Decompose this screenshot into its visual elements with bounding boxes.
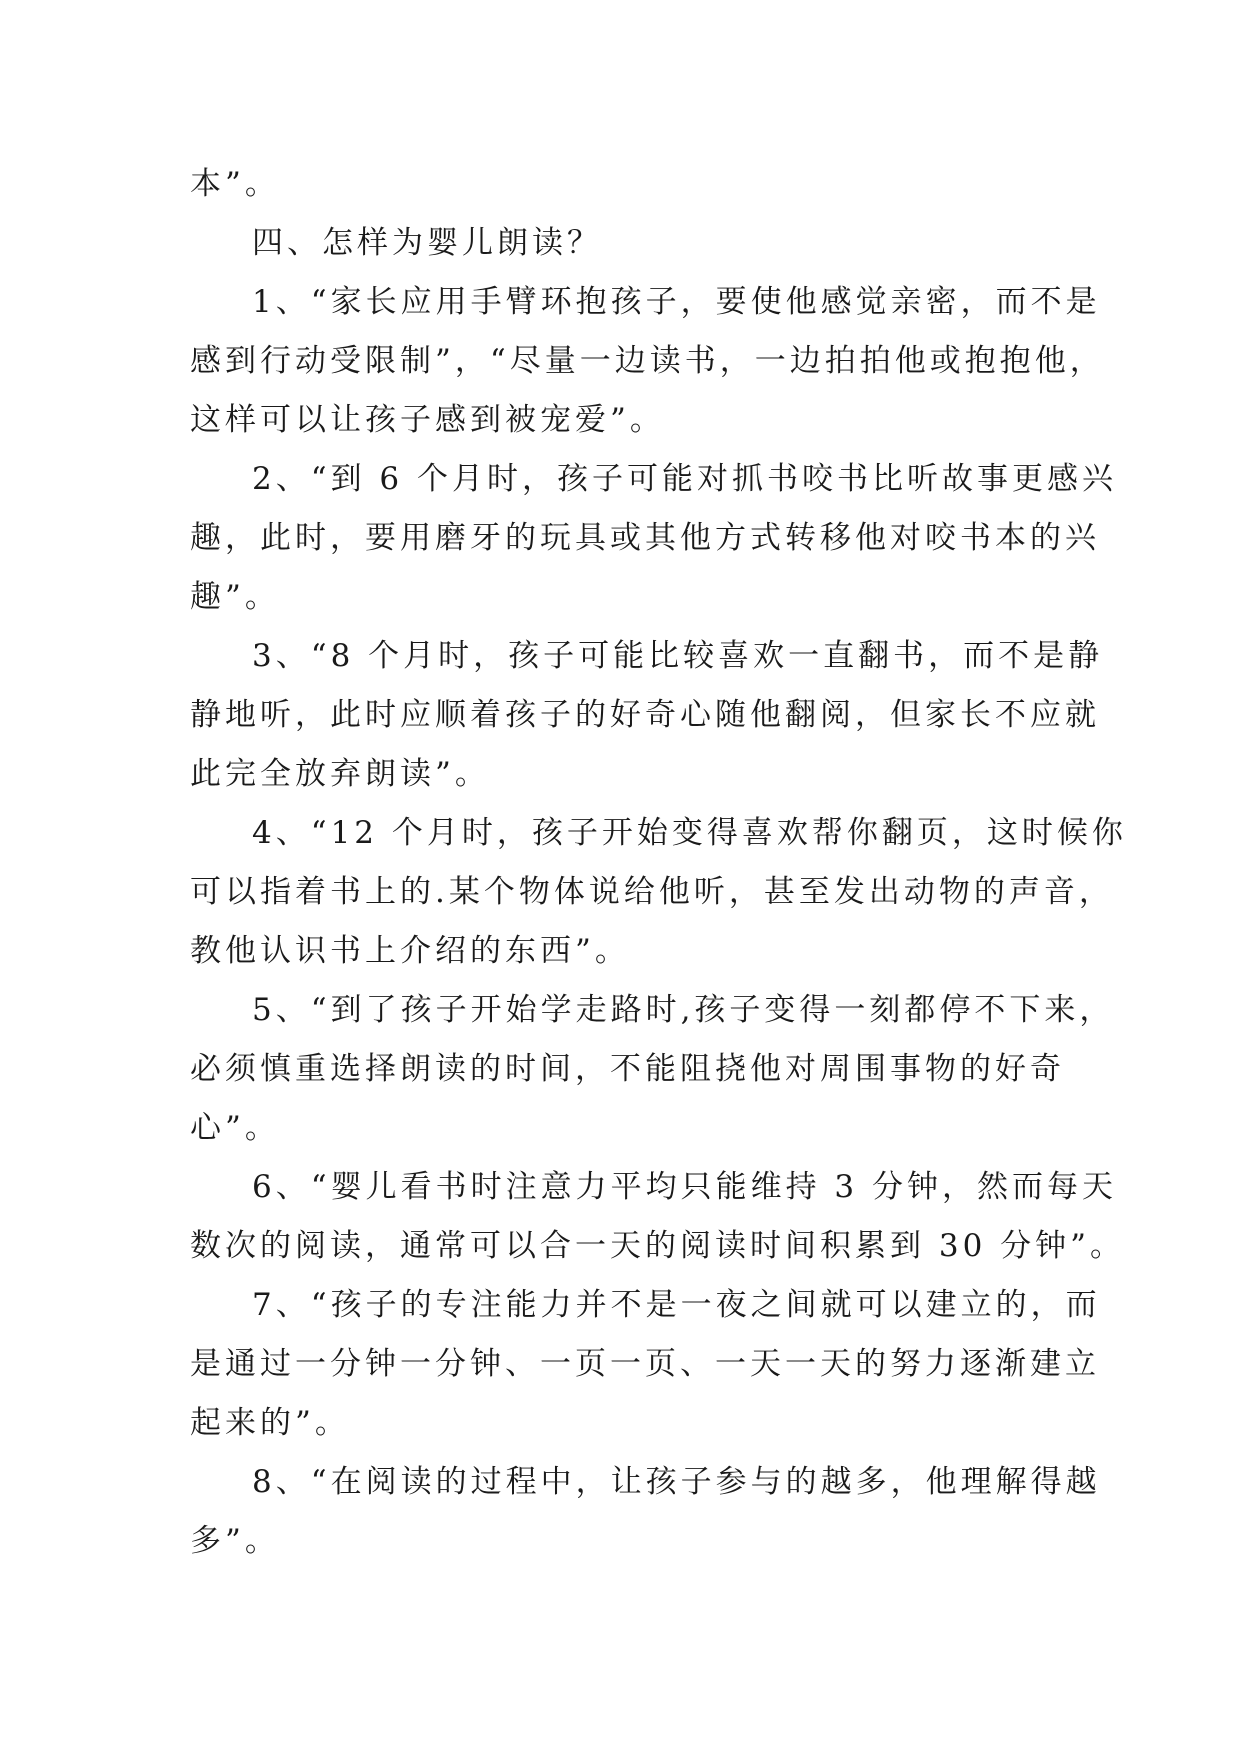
text-line: 6、“婴儿看书时注意力平均只能维持 3 分钟，然而每天 (252, 1169, 1118, 1205)
text-line: 教他认识书上介绍的东西”。 (190, 933, 630, 969)
text-line: 4、“12 个月时，孩子开始变得喜欢帮你翻页，这时候你 (252, 815, 1127, 851)
text-line: 静地听，此时应顺着孩子的好奇心随他翻阅，但家长不应就 (190, 697, 1100, 733)
text-line: 3、“8 个月时，孩子可能比较喜欢一直翻书，而不是静 (252, 638, 1104, 674)
text-line: 多”。 (190, 1523, 280, 1559)
text-line: 此完全放弃朗读”。 (190, 756, 490, 792)
text-line: 起来的”。 (190, 1405, 350, 1441)
document-body (190, 155, 1127, 1571)
text-line: 1、“家长应用手臂环抱孩子，要使他感觉亲密，而不是 (252, 284, 1101, 320)
section-heading: 四、怎样为婴儿朗读？ (252, 225, 602, 261)
text-line: 趣”。 (190, 579, 280, 615)
text-line: 本”。 (190, 166, 280, 202)
text-line: 这样可以让孩子感到被宠爱”。 (190, 402, 665, 438)
text-line: 7、“孩子的专注能力并不是一夜之间就可以建立的，而 (252, 1287, 1101, 1323)
text-line: 数次的阅读，通常可以合一天的阅读时间积累到 30 分钟”。 (190, 1228, 1125, 1264)
text-line: 5、“到了孩子开始学走路时,孩子变得一刻都停不下来， (252, 992, 1115, 1028)
text-line: 趣，此时，要用磨牙的玩具或其他方式转移他对咬书本的兴 (190, 520, 1100, 556)
text-line: 必须慎重选择朗读的时间，不能阻挠他对周围事物的好奇 (190, 1051, 1065, 1087)
text-line: 是通过一分钟一分钟、一页一页、一天一天的努力逐渐建立 (190, 1346, 1100, 1382)
text-line: 感到行动受限制”，“尽量一边读书，一边拍拍他或抱抱他， (190, 343, 1105, 379)
text-line: 心”。 (190, 1110, 280, 1146)
text-line: 8、“在阅读的过程中，让孩子参与的越多，他理解得越 (252, 1464, 1101, 1500)
text-line: 可以指着书上的.某个物体说给他听，甚至发出动物的声音， (190, 874, 1114, 910)
text-line: 2、“到 6 个月时，孩子可能对抓书咬书比听故事更感兴 (252, 461, 1118, 497)
